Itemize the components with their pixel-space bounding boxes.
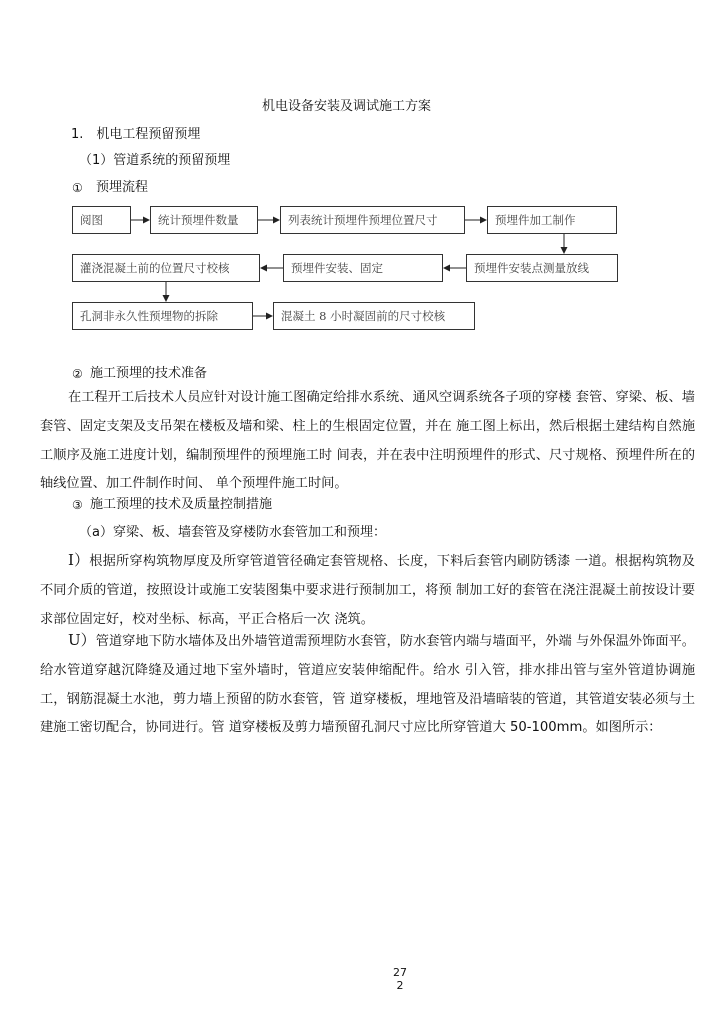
- flow-box-read-drawings: 阅图: [72, 206, 131, 234]
- flow-box-count-parts: 统计预埋件数量: [150, 206, 258, 234]
- flow-box-pre-pour-check: 灌浇混凝土前的位置尺寸校核: [72, 254, 260, 282]
- item-mark-2: U）: [68, 631, 96, 649]
- flow-arrows: [0, 0, 724, 400]
- paragraph-sleeves: 根据所穿构筑物厚度及所穿管道管径确定套管规格、长度，下料后套管内刷防锈漆 一道。根据构筑物及不同介质的管道，按照设计或施工安装图集中要求进行预制加工，将预 制加工好的套管在浇注混凝土前按设计要求部位固定好，校对坐标、标高，平正合格后一次 浇筑。: [40, 554, 695, 627]
- heading-quality-num: ③: [72, 498, 83, 512]
- flow-box-survey-layout: 预埋件安装点测量放线: [466, 254, 618, 282]
- heading-section-1: 1. 机电工程预留预埋: [71, 127, 201, 142]
- body-paragraph-1: [40, 384, 695, 499]
- flow-box-remove-temp: 孔洞非永久性预埋物的拆除: [72, 302, 253, 330]
- flow-box-fabricate: 预埋件加工制作: [487, 206, 617, 234]
- page-number: [380, 966, 420, 992]
- flow-box-install-fix: 预埋件安装、固定: [283, 254, 443, 282]
- heading-flow: 预埋流程: [96, 180, 149, 195]
- paragraph-tech-prep: 在工程开工后技术人员应针对设计施工图确定给排水系统、通风空调系统各子项的穿楼 套管、穿梁、板、墙套管、固定支架及支吊架在楼板及墙和梁、柱上的生根固定位置，并在 施工图上标出，然后根据土建结构自然施工顺序及施工进度计划，编制预埋件的预埋施工时 间表，并在表中注明预埋件的形式、尺寸规格、预埋件所在的轴线位置、加工件制作时间、 单个预埋件施工时间。: [40, 390, 695, 492]
- page-number-line-1: 27: [393, 966, 407, 979]
- document-title: 机电设备安装及调试施工方案: [262, 99, 432, 114]
- heading-subsection-1: （1）管道系统的预留预埋: [79, 153, 231, 168]
- flow-box-8h-check: 混凝土 8 小时凝固前的尺寸校核: [273, 302, 475, 330]
- page-number-line-2: 2: [396, 979, 404, 992]
- heading-tech-prep: 施工预埋的技术准备: [90, 366, 208, 381]
- heading-quality: 施工预埋的技术及质量控制措施: [90, 497, 273, 512]
- paragraph-waterproof: 管道穿地下防水墙体及出外墙管道需预埋防水套管，防水套管内端与墙面平，外端 与外保温外饰面平。给水管道穿越沉降缝及通过地下室外墙时，管道应安装伸缩配件。给水 引入管，排水排出管与室外管道协调施工，钢筋混凝土水池，剪力墙上预留的防水套管，管 道穿楼板，埋地管及沿墙暗装的管道，其管道安装必须与土建施工密切配合，协同进行。管 道穿楼板及剪力墙预留孔洞尺寸应比所穿管道大 50-100mm。如图所示：: [40, 634, 695, 736]
- heading-flow-num: ①: [72, 181, 83, 195]
- body-paragraph-2: [40, 546, 695, 634]
- flow-box-list-positions: 列表统计预埋件预埋位置尺寸: [280, 206, 465, 234]
- subheading-a: （a）穿梁、板、墙套管及穿楼防水套管加工和预埋：: [79, 525, 386, 540]
- body-paragraph-3: [40, 626, 695, 743]
- item-mark-1: I）: [68, 551, 90, 569]
- heading-tech-prep-num: ②: [72, 367, 83, 381]
